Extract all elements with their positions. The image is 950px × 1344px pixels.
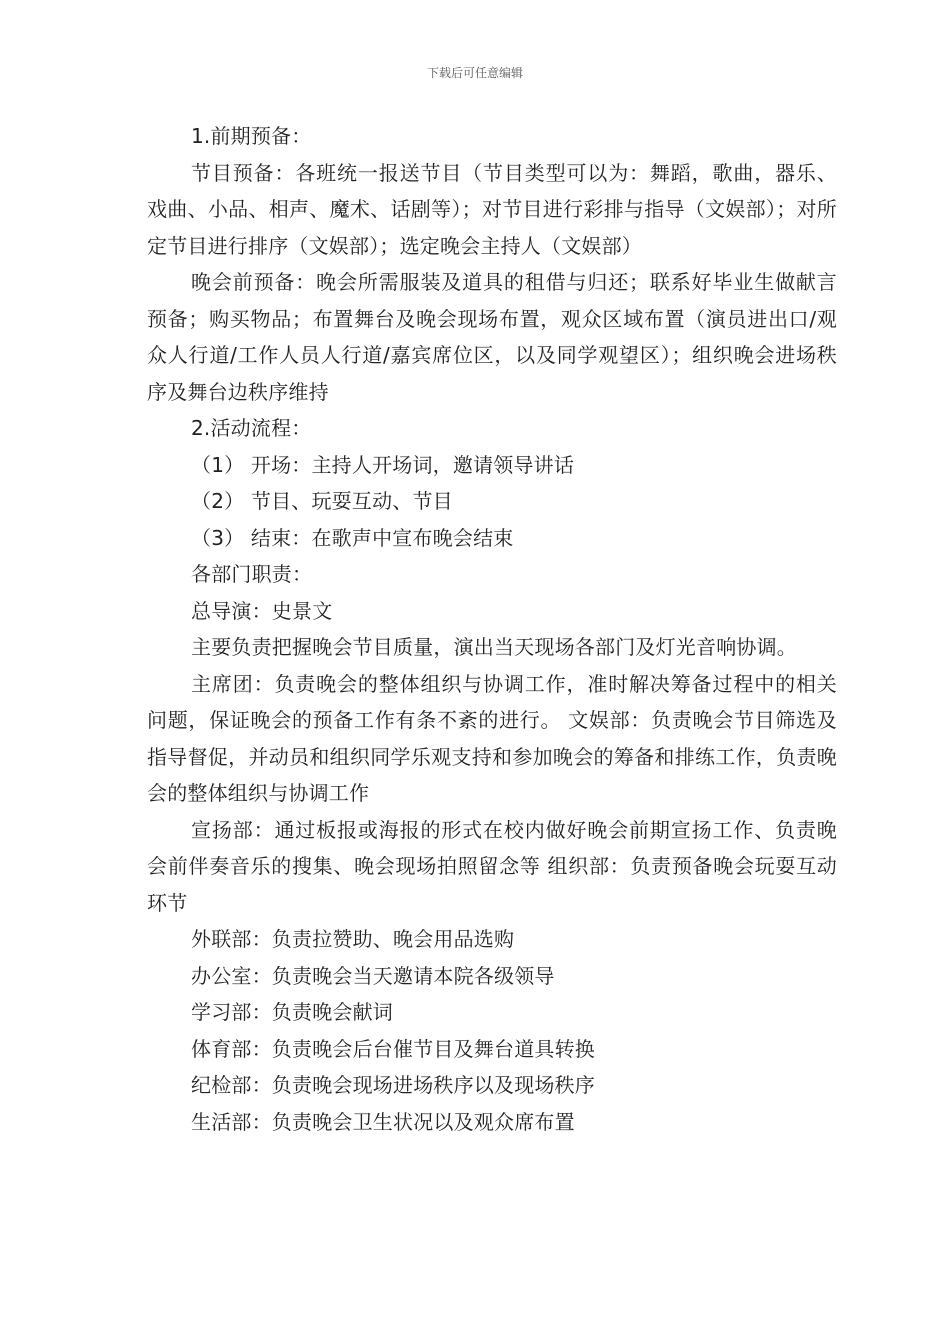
paragraph: 宣扬部：通过板报或海报的形式在校内做好晚会前期宣扬工作、负责晚会前伴奏音乐的搜集、晚会现场拍照留念等 组织部：负责预备晚会玩耍互动环节: [147, 817, 837, 915]
paragraph: 学习部：负责晚会献词: [191, 1000, 393, 1024]
paragraph: 晚会前预备：晚会所需服装及道具的租借与归还；联系好毕业生做献言预备；购买物品；布置舞台及晚会现场布置，观众区域布置（演员进出口/观众人行道/工作人员人行道/嘉宾席位区，以及同学观望区）；组织晚会进场秩序及舞台边秩序维持: [147, 270, 837, 404]
document-body: [147, 118, 837, 1140]
paragraph: 总导演：史景文: [191, 598, 333, 623]
paragraph: 纪检部：负责晚会现场进场秩序以及现场秩序: [191, 1073, 595, 1097]
paragraph: 主要负责把握晚会节目质量，演出当天现场各部门及灯光音响协调。: [191, 635, 797, 659]
list-item: （2） 节目、玩耍互动、节目: [191, 489, 453, 513]
paragraph: 生活部：负责晚会卫生状况以及观众席布置: [191, 1109, 575, 1134]
list-item: （3） 结束：在歌声中宣布晚会结束: [191, 525, 514, 550]
paragraph: 外联部：负责拉赞助、晚会用品选购: [191, 927, 515, 951]
paragraph: 体育部：负责晚会后台催节目及舞台道具转换: [191, 1036, 595, 1061]
page-header: 下载后可任意编辑: [426, 66, 523, 80]
list-item: （1） 开场：主持人开场词，邀请领导讲话: [191, 452, 575, 477]
paragraph: 主席团：负责晚会的整体组织与协调工作，准时解决筹备过程中的相关问题，保证晚会的预备工作有条不紊的进行。 文娱部：负责晚会节目筛选及指导督促，并动员和组织同学乐观支持和参加晚会的筹备和排练工作，负责晚会的整体组织与协调工作: [147, 671, 837, 805]
paragraph: 节目预备：各班统一报送节目（节目类型可以为：舞蹈，歌曲，器乐、戏曲、小品、相声、魔术、话剧等）；对节目进行彩排与指导（文娱部）；对所定节目进行排序（文娱部）；选定晚会主持人（文娱部）: [147, 160, 837, 258]
paragraph: 各部门职责：: [191, 562, 313, 586]
paragraph: 2.活动流程：: [191, 416, 312, 440]
paragraph: 1.前期预备：: [191, 124, 312, 148]
paragraph: 办公室：负责晚会当天邀请本院各级领导: [191, 963, 555, 988]
